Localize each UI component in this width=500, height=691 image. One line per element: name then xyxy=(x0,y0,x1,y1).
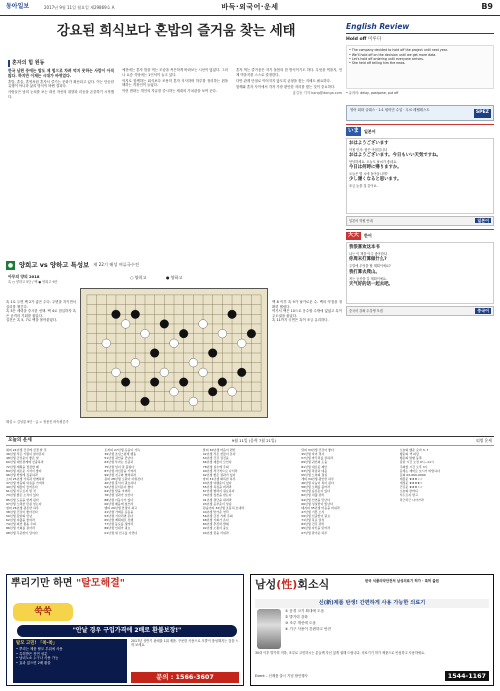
mens-ad-title-red: (性) xyxy=(276,578,298,591)
fortune-line: 62년생 지출을 줄여라 xyxy=(6,518,35,523)
fortune-line: 98년생 꾸준함이 답이다 xyxy=(6,530,38,535)
article-credit: 홍길동 기자 hong@donga.com xyxy=(292,90,342,95)
fortune-header xyxy=(6,436,494,446)
article-paragraph: 혼밥, 혼술, 혼영처럼 혼자서 즐기는 문화가 확산되고 있다. 이는 단순한 유행이 아니라 삶의 방식이 바뀐 결과다. xyxy=(8,79,114,89)
commentary-paragraph: 흑 11까지 국면은 흑이 조금 유리하다. xyxy=(272,318,329,323)
fortune-line: 애정운 ★★★★☆ xyxy=(399,481,423,485)
fortune-line: 79년생 칭찬을 받는다 xyxy=(202,493,232,498)
baduk-caption: 해설 = 김성룡 9단 · 글 = 정용진 바둑평론가 xyxy=(6,420,69,424)
fortune-line: 돼지띠 35년생 마음을 비워라 xyxy=(301,505,340,510)
lesson-line: 你周末打算做什么? xyxy=(349,257,387,263)
fortune-line: 문의 02-000-0000 xyxy=(399,472,426,477)
fortune-column xyxy=(6,448,100,570)
japanese-label: 일본어 xyxy=(364,128,376,134)
baduk-commentary-1 xyxy=(6,300,76,412)
japanese-badge: いま xyxy=(348,127,360,134)
black-stone xyxy=(150,349,159,358)
fortune-line: 81년생 새로운 제안 xyxy=(301,464,328,469)
mens-ad-title-tail: 회소식 xyxy=(297,578,330,591)
fortune-line: 94년생 인연을 만난다 xyxy=(301,497,331,502)
black-stone xyxy=(160,320,169,329)
fortune-line: 범띠 26년생 평온한 하루 xyxy=(6,505,39,510)
point-item: ② 발기력 강화 xyxy=(285,614,308,619)
white-stone xyxy=(102,339,111,348)
black-stone xyxy=(208,349,217,358)
white-stone xyxy=(112,368,121,377)
fortune-line: 43년생 여행운이 있다 xyxy=(202,481,232,485)
fortune-line: 02년생 좋은 결과가 있다 xyxy=(202,472,236,477)
fortune-grid xyxy=(6,448,494,570)
article-paragraph: 예전에는 혼자 밥을 먹는 모습을 측은하게 바라보는 시선이 많았다. 그러나 요즘 식당에는 1인석이 늘고 있다. xyxy=(122,68,228,77)
japanese-ad-tag: 일본어 xyxy=(477,218,489,224)
chinese-ad[interactable] xyxy=(346,306,494,316)
fortune-line: 건강운 ★★★☆☆ xyxy=(399,485,423,490)
lesson-line: 안녕하세요. 오늘도 날씨가 좋네요. xyxy=(349,159,398,164)
fortune-line: 54년생 건강 검진을 xyxy=(202,456,229,461)
fortune-date: 9월 11일 (음력 7월 21일) xyxy=(231,438,277,444)
fortune-line: 차근차근 나아가라 xyxy=(399,497,424,502)
lesson-line: おはようございます。今日もいい天気ですね。 xyxy=(349,152,441,158)
section-title: 바둑·외국어·운세 xyxy=(221,3,279,11)
chinese-ad-text: 중국어 강좌 수강생 모집 xyxy=(349,309,383,313)
fortune-line: 03년생 공부운이 상승 xyxy=(202,501,232,506)
fortune-line: 75년생 일이 잘 풀린다 xyxy=(104,464,135,469)
issue-date: 2017년 9월 11일 월요일 제29869호 A xyxy=(44,5,115,10)
fortune-line: 쥐띠 24년생 건강에 신경 쓸 것 xyxy=(6,448,47,452)
baduk-event: 제 22기 해성 여류국수전 xyxy=(93,262,139,268)
baduk-board xyxy=(80,288,268,418)
article-paragraph: 혼자 먹는 즐거움은 자기 돌봄의 한 방식이기도 하다. 무엇을 먹을지, 언제 먹을지를 스스로 결정한다. xyxy=(236,68,342,77)
fortune-line: 83년생 건강 관리 xyxy=(301,522,325,527)
players-line: 아무의 양의 2018 xyxy=(8,274,40,279)
commentary-paragraph: 실전은 흑 5, 7로 백을 몰아붙였다. xyxy=(6,318,58,323)
white-stone xyxy=(237,339,246,348)
product-device-image xyxy=(257,609,281,649)
feature-item: • 특허받은 천연 성분 xyxy=(16,651,48,656)
lesson-line: おはようございます xyxy=(349,140,389,146)
fortune-line: 72년생 계획을 점검할 때 xyxy=(6,464,39,469)
fortune-line: 45년생 자녀 경사 xyxy=(301,452,325,457)
english-ad[interactable] xyxy=(346,105,494,121)
page-number: B9 xyxy=(481,2,493,11)
fortune-line: 84년생 새로운 시작이 좋다 xyxy=(6,468,42,473)
article-column-1 xyxy=(8,68,114,256)
fortune-line: 41년생 가벼운 운동을 xyxy=(104,509,134,514)
fortune-line: 오늘의 행운 숫자 3, 7 xyxy=(399,448,429,452)
black-stone xyxy=(112,310,121,319)
lesson-line: 주말에 무엇을 할 계획이에요? xyxy=(349,264,391,269)
page-header xyxy=(0,0,500,16)
chinese-badge: 天天 xyxy=(348,232,360,239)
white-stone xyxy=(218,329,227,338)
article-paragraph: 다만 관계 단절로 이어지지 않도록 균형을 찾는 지혜도 필요하다. xyxy=(236,78,331,83)
fortune-line: 90년생 적극적으로 나서라 xyxy=(202,468,238,473)
fortune-column xyxy=(301,448,395,570)
japanese-lesson xyxy=(346,138,494,214)
fortune-line: 85년생 도움을 받게 된다 xyxy=(6,497,39,502)
fortune-line: 58년생 오해를 풀어라 xyxy=(301,485,331,490)
point-item: ④ 기구 사용이 간편하고 안전 xyxy=(285,626,331,631)
fortune-line: 64년생 말을 아껴라 xyxy=(104,489,131,494)
fortune-line: 76년생 성과가 보인다 xyxy=(104,493,134,498)
fortune-line: 96년생 학업에 집중하라 xyxy=(6,472,38,477)
fortune-line: 39년생 조심스럽게 행동 xyxy=(104,452,137,457)
fortune-line: 74년생 의견 충돌 주의 xyxy=(6,522,36,527)
lesson-line: 조금 늦을 것 같아요. xyxy=(349,184,378,189)
fortune-line: 06년생 성실함이 빛난다 xyxy=(301,501,333,506)
feature-item: • 효과 없으면 2배 환불 xyxy=(16,660,51,665)
feature-item: • 남녀노소 누구나 사용 가능 xyxy=(16,656,59,661)
fortune-line: 69년생 귀인의 도움 xyxy=(301,460,328,465)
fortune-line: 49년생 재물이 들어온다 xyxy=(6,485,38,490)
fortune-line: 소띠 25년생 가족과 함께하라 xyxy=(6,476,45,481)
english-ad-text: 영어 회화 클래스 · 1:1 원어민 수업 · 무료 레벨테스트 xyxy=(350,108,430,113)
fortune-line: 38년생 건강이 좋아진다 xyxy=(6,509,38,514)
chinese-label: 한어 xyxy=(364,233,372,239)
article-paragraph: 사람들은 남의 눈치를 보는 대신 자신의 취향과 리듬을 존중하기 시작했다. xyxy=(8,90,114,100)
fortune-line: 67년생 협력이 필요하다 xyxy=(202,489,235,494)
fortune-line: 47년생 기쁜 소식 xyxy=(301,509,325,514)
fortune-line: 51년생 귀인을 만난다 xyxy=(104,456,134,461)
fortune-line: 양띠 31년생 화목한 하루 xyxy=(202,476,236,481)
fortune-line: 53년생 기다리면 온다 xyxy=(104,514,134,518)
fortune-line: 71년생 목표 달성 xyxy=(301,518,325,523)
chinese-lesson xyxy=(346,242,494,304)
english-examples xyxy=(346,45,494,89)
white-player-label: ○ 양희고 xyxy=(130,275,147,280)
fortune-title: 오늘의 운세 xyxy=(8,437,32,443)
fortune-line: 개띠 34년생 평안한 하루 xyxy=(301,476,334,481)
baduk-section-title xyxy=(6,258,346,272)
black-stone xyxy=(150,378,159,387)
white-stone xyxy=(170,387,179,396)
hair-ad-brand: 쑥쑥 xyxy=(13,603,73,621)
white-stone xyxy=(199,368,208,377)
fortune-line: 73년생 좋은 소식이 있다 xyxy=(6,493,39,498)
japanese-section xyxy=(346,124,494,225)
fortune-line: 92년생 소통이 중요 xyxy=(202,526,229,531)
black-stone xyxy=(228,310,237,319)
japanese-ad-text: 일본어 학원 안내 xyxy=(349,218,373,223)
fortune-line: 토끼띠 27년생 웃음이 가득 xyxy=(104,448,141,452)
mens-health-ad[interactable] xyxy=(250,574,494,686)
article-column-2 xyxy=(122,68,228,256)
fortune-line: 36년생 작은 기쁨이 찾아온다 xyxy=(6,452,45,457)
white-stone xyxy=(189,358,198,367)
phrase-meaning: 미루다 xyxy=(367,37,382,43)
players-sub: 흑 ○ 양하고 5단 / 백 ● 양희고 9단 xyxy=(8,280,58,285)
baduk-icon: ● xyxy=(7,261,14,269)
fortune-line: 행운의 방향 동쪽 xyxy=(399,456,422,461)
black-stone xyxy=(179,329,188,338)
fortune-line: 82년생 지출 관리 xyxy=(301,493,325,498)
fortune-line: 59년생 신중함이 필요 xyxy=(301,514,331,518)
fortune-line: 04년생 꿈을 키워라 xyxy=(202,530,229,535)
article-paragraph: 한국 남편 중에는 밥도 제 힘으로 차려 먹지 못하는 사람이 아직 많다. 하지만 이제는 시대가 바뀌었다. xyxy=(8,68,114,79)
fortune-column xyxy=(104,448,198,570)
example-line: • Let's hold off ordering until everyone arrives. xyxy=(349,56,424,61)
mens-ad-title-text: 남성 xyxy=(255,578,277,591)
lesson-line: 나는 이 책을 아주 좋아한다 xyxy=(349,252,387,257)
hair-ad-features xyxy=(13,639,127,683)
fortune-line: 서두르지 말고 xyxy=(399,493,418,498)
fortune-line: 77년생 동료를 챙겨라 xyxy=(104,522,134,527)
white-stone xyxy=(199,320,208,329)
mens-ad-footer xyxy=(255,669,489,683)
black-stone xyxy=(208,387,217,396)
black-stone xyxy=(131,310,140,319)
mens-ad-event: Event – 신제품 출시 기념 할인행사 xyxy=(255,673,308,678)
white-stone xyxy=(189,397,198,406)
fortune-line: 50년생 뜻밖의 만남 xyxy=(6,514,33,518)
fortune-line: 46년생 나눔이 복이 된다 xyxy=(301,481,334,485)
hair-ad-phone[interactable]: 문의 : 1566-3607 xyxy=(131,672,239,683)
point-item: ③ 조루 개선에 도움 xyxy=(285,620,316,625)
white-stone xyxy=(141,329,150,338)
fortune-line: 00년생 배움에 힘쓰라 xyxy=(104,501,134,506)
example-line: • The company decided to hold off the project until next year. xyxy=(349,48,448,53)
lesson-line: 今日は何時に帰りますか。 xyxy=(349,165,402,171)
white-stone xyxy=(160,368,169,377)
commentary-paragraph: 흑 1로 두면 백 2가 좋은 수다. 우변을 지키면서 실리를 챙긴다. xyxy=(6,300,76,309)
fortune-line: 오늘의 한마디 xyxy=(399,489,418,494)
hair-ad-guarantee: "안날 경우 구입가격에 2배로 환불보장!" xyxy=(17,625,237,637)
lesson-line: 오늘은 몇 시에 돌아옵니까? xyxy=(349,172,388,177)
fortune-line: 주의할 시간 오후 3시 xyxy=(399,464,428,469)
fortune-line: 78년생 실수에 주의 xyxy=(202,464,229,469)
english-phrase xyxy=(346,37,494,43)
fortune-line: 63년생 투자는 신중히 xyxy=(104,460,134,465)
hair-ad-text: 2017년 상반기 판매율 1위 제품. 꾸준한 사용으로 모발이 풍성해지는 것을 느껴 보세요. xyxy=(131,639,239,648)
black-player-label: ● 양하고 xyxy=(166,275,183,280)
fortune-line: 55년생 욕심을 버려라 xyxy=(202,485,232,490)
fortune-column xyxy=(203,448,297,570)
fortune-line: 뱀띠 29년생 안정이 최고 xyxy=(104,505,138,510)
fortune-line: 재물운 ★★★☆☆ xyxy=(399,476,423,481)
fortune-line: 48년생 금전운이 좋은 날 xyxy=(6,456,39,461)
baduk-commentary-2 xyxy=(272,300,342,412)
mens-ad-phone[interactable]: 1544-1167 xyxy=(445,671,489,682)
chinese-ad-tag: 중국어 xyxy=(477,308,489,314)
fortune-line: 운세는 재미로 보시기 바랍니다 xyxy=(399,468,441,473)
article-paragraph: 억지로 함께하는 회식보다 조용히 혼자 식사하며 하루를 정리하는 편을 택하는 직장인이 늘었다. xyxy=(122,78,228,88)
hair-ad-details xyxy=(131,639,239,683)
white-stone xyxy=(131,358,140,367)
white-stone xyxy=(121,320,130,329)
mens-ad-title xyxy=(255,578,329,593)
commentary-paragraph: 여기서 백은 10으로 응수할 수밖에 없었고 흑이 주도권을 잡았다. xyxy=(272,309,342,318)
black-stone xyxy=(121,378,130,387)
fortune-line: 닭띠 33년생 건강이 좋다 xyxy=(301,448,334,452)
hair-ad-title: 뿌리기만 하면 xyxy=(11,578,73,589)
feature-item: • 뿌리는 제품 탈모 부위에 사용 xyxy=(16,646,63,651)
mens-ad-points xyxy=(285,609,491,632)
fortune-line: 86년생 기회를 잡아라 xyxy=(6,526,35,531)
black-stone xyxy=(218,378,227,387)
hair-loss-ad[interactable] xyxy=(6,574,244,686)
example-line: • We'll hold off on the decision until we get more data. xyxy=(349,52,437,57)
article-subhead: 혼자의 힘 원동 xyxy=(8,60,44,67)
fortune-line: 87년생 자신감을 가져라 xyxy=(104,468,137,473)
fortune-line: 용띠 28년생 소원이 이뤄진다 xyxy=(104,476,143,481)
article-paragraph: 함께와 혼자 사이에서 각자 가장 편안한 자리를 찾는 것이 중요하다. xyxy=(236,84,336,89)
fortune-line: 07년생 즐거운 하루 xyxy=(301,530,328,535)
fortune-line: 56년생 금전 거래 주의 xyxy=(202,514,233,518)
fortune-line: 60년생 대인관계에 신중하라 xyxy=(6,460,44,465)
lesson-line: 저는 등산을 갈 계획이에요. xyxy=(349,276,387,281)
baduk-title-text: 양희고 vs 양하고 특성보 xyxy=(19,260,90,269)
baduk-players xyxy=(8,274,118,284)
commentary-paragraph: 흑 3은 세력을 중시한 선택. 백 4로 침입하자 흑은 공격의 기회를 잡았다. xyxy=(6,309,76,318)
hair-ad-headline xyxy=(7,575,243,599)
mens-ad-headline: 신(新)제품 탄생! 간편하게 사용 가능한 의료기 xyxy=(255,599,489,608)
fortune-line: 40년생 휴식이 필요하다 xyxy=(104,481,137,485)
fortune-line: 37년생 마음의 여유를 가져라 xyxy=(6,481,45,485)
phrase-text: Hold off xyxy=(346,37,367,43)
lesson-line: 天气好的话一起去吧。 xyxy=(349,281,393,287)
fortune-line: 44년생 반가운 연락 xyxy=(202,509,229,514)
hair-ad-title-highlight: "탈모해결" xyxy=(75,578,125,589)
lesson-line: 我打算去爬山。 xyxy=(349,269,380,275)
article-paragraph: 이런 변화는 개인의 자유를 중시하는 세대의 가치관을 보여 준다. xyxy=(122,89,217,94)
fortune-line: 70년생 승진운이 있다 xyxy=(301,489,331,494)
commentary-paragraph: 백 8 이후 흑 9가 날카로운 수. 백의 약점을 정확히 찔렀다. xyxy=(272,300,342,309)
white-stone xyxy=(170,339,179,348)
black-stone xyxy=(237,368,246,377)
fortune-line: 97년생 노력한 만큼 얻는다 xyxy=(6,501,42,506)
english-ad-tag: SPEZ xyxy=(474,109,491,117)
english-review-title: English Review xyxy=(346,22,494,34)
lesson-line: 少し遅くなると思います。 xyxy=(349,177,402,183)
article-column-3 xyxy=(236,68,342,256)
fortune-line: 05년생 노력의 결실 xyxy=(301,472,328,477)
fortune-line: 원숭이띠 32년생 조용히 보내라 xyxy=(202,505,245,510)
english-notes: • 유의어: delay, postpone, put off xyxy=(346,91,399,96)
fortune-line: 57년생 마무리를 잘하라 xyxy=(301,456,333,461)
fortune-line: 80년생 추진력 발휘 xyxy=(202,522,229,527)
fortune-line: 42년생 작은 선물이 온다 xyxy=(202,452,236,457)
lesson-line: 아침 인사: 좋은 아침입니다 xyxy=(349,147,387,152)
fortune-line: 52년생 문서운이 좋다 xyxy=(104,485,134,490)
fortune-note: 띠별 운세 xyxy=(476,438,492,444)
fortune-line: 91년생 결단을 내려라 xyxy=(202,497,232,502)
fortune-column xyxy=(400,448,494,570)
example-line: • She held off telling him the news. xyxy=(349,61,406,66)
fortune-line: 말띠 30년생 마음이 편안 xyxy=(202,448,236,452)
fortune-line: 99년생 친구와 협력하라 xyxy=(104,472,137,477)
fortune-line: 65년생 계획대로 진행 xyxy=(104,518,134,523)
lesson-line: 我很喜欢这本书 xyxy=(349,245,380,251)
article-headline: 강요된 희식보다 혼밥의 즐거움 찾는 세태 xyxy=(56,23,296,39)
fortune-line: 66년생 재물이 모인다 xyxy=(202,460,232,465)
chinese-section xyxy=(346,229,494,316)
white-stone xyxy=(228,387,237,396)
features-heading: 탈모 고민! 「쑥·쑥」 xyxy=(16,641,57,646)
fortune-line: 01년생 새 친구를 사귄다 xyxy=(104,530,138,535)
black-stone xyxy=(141,397,150,406)
fortune-line: 61년생 서두르지 말 것 xyxy=(6,489,36,494)
language-column xyxy=(346,22,494,352)
fortune-line: 93년생 차분히 대응 xyxy=(301,468,328,473)
mens-ad-tagline: 한국 식품의약안전처 남성의료기 허가 · 특허 출원 xyxy=(365,579,439,583)
fortune-line: 88년생 이동수가 있다 xyxy=(104,497,134,502)
point-item: ① 음경 크기 확대에 도움 xyxy=(285,609,325,613)
newspaper-logo: 동아일보 xyxy=(6,3,30,10)
fortune-line: 행운의 색 파랑 xyxy=(399,452,419,457)
fortune-line: 95년생 자신을 믿어라 xyxy=(301,526,331,531)
fortune-line: 68년생 기회가 온다 xyxy=(202,518,229,523)
japanese-ad[interactable] xyxy=(346,216,494,226)
mens-ad-body: 30대 이후 발기력 저하, 조루로 고민하시는 분들께 자신 있게 권해 드립니다. 의료기기 허가 제품으로 안심하고 사용하세요. xyxy=(255,651,426,655)
fortune-line: 89년생 인내가 필요 xyxy=(104,526,131,531)
black-stone xyxy=(179,378,188,387)
fortune-line: 길한 시간 오전 9시~11시 xyxy=(399,460,434,465)
black-stone xyxy=(247,329,256,338)
